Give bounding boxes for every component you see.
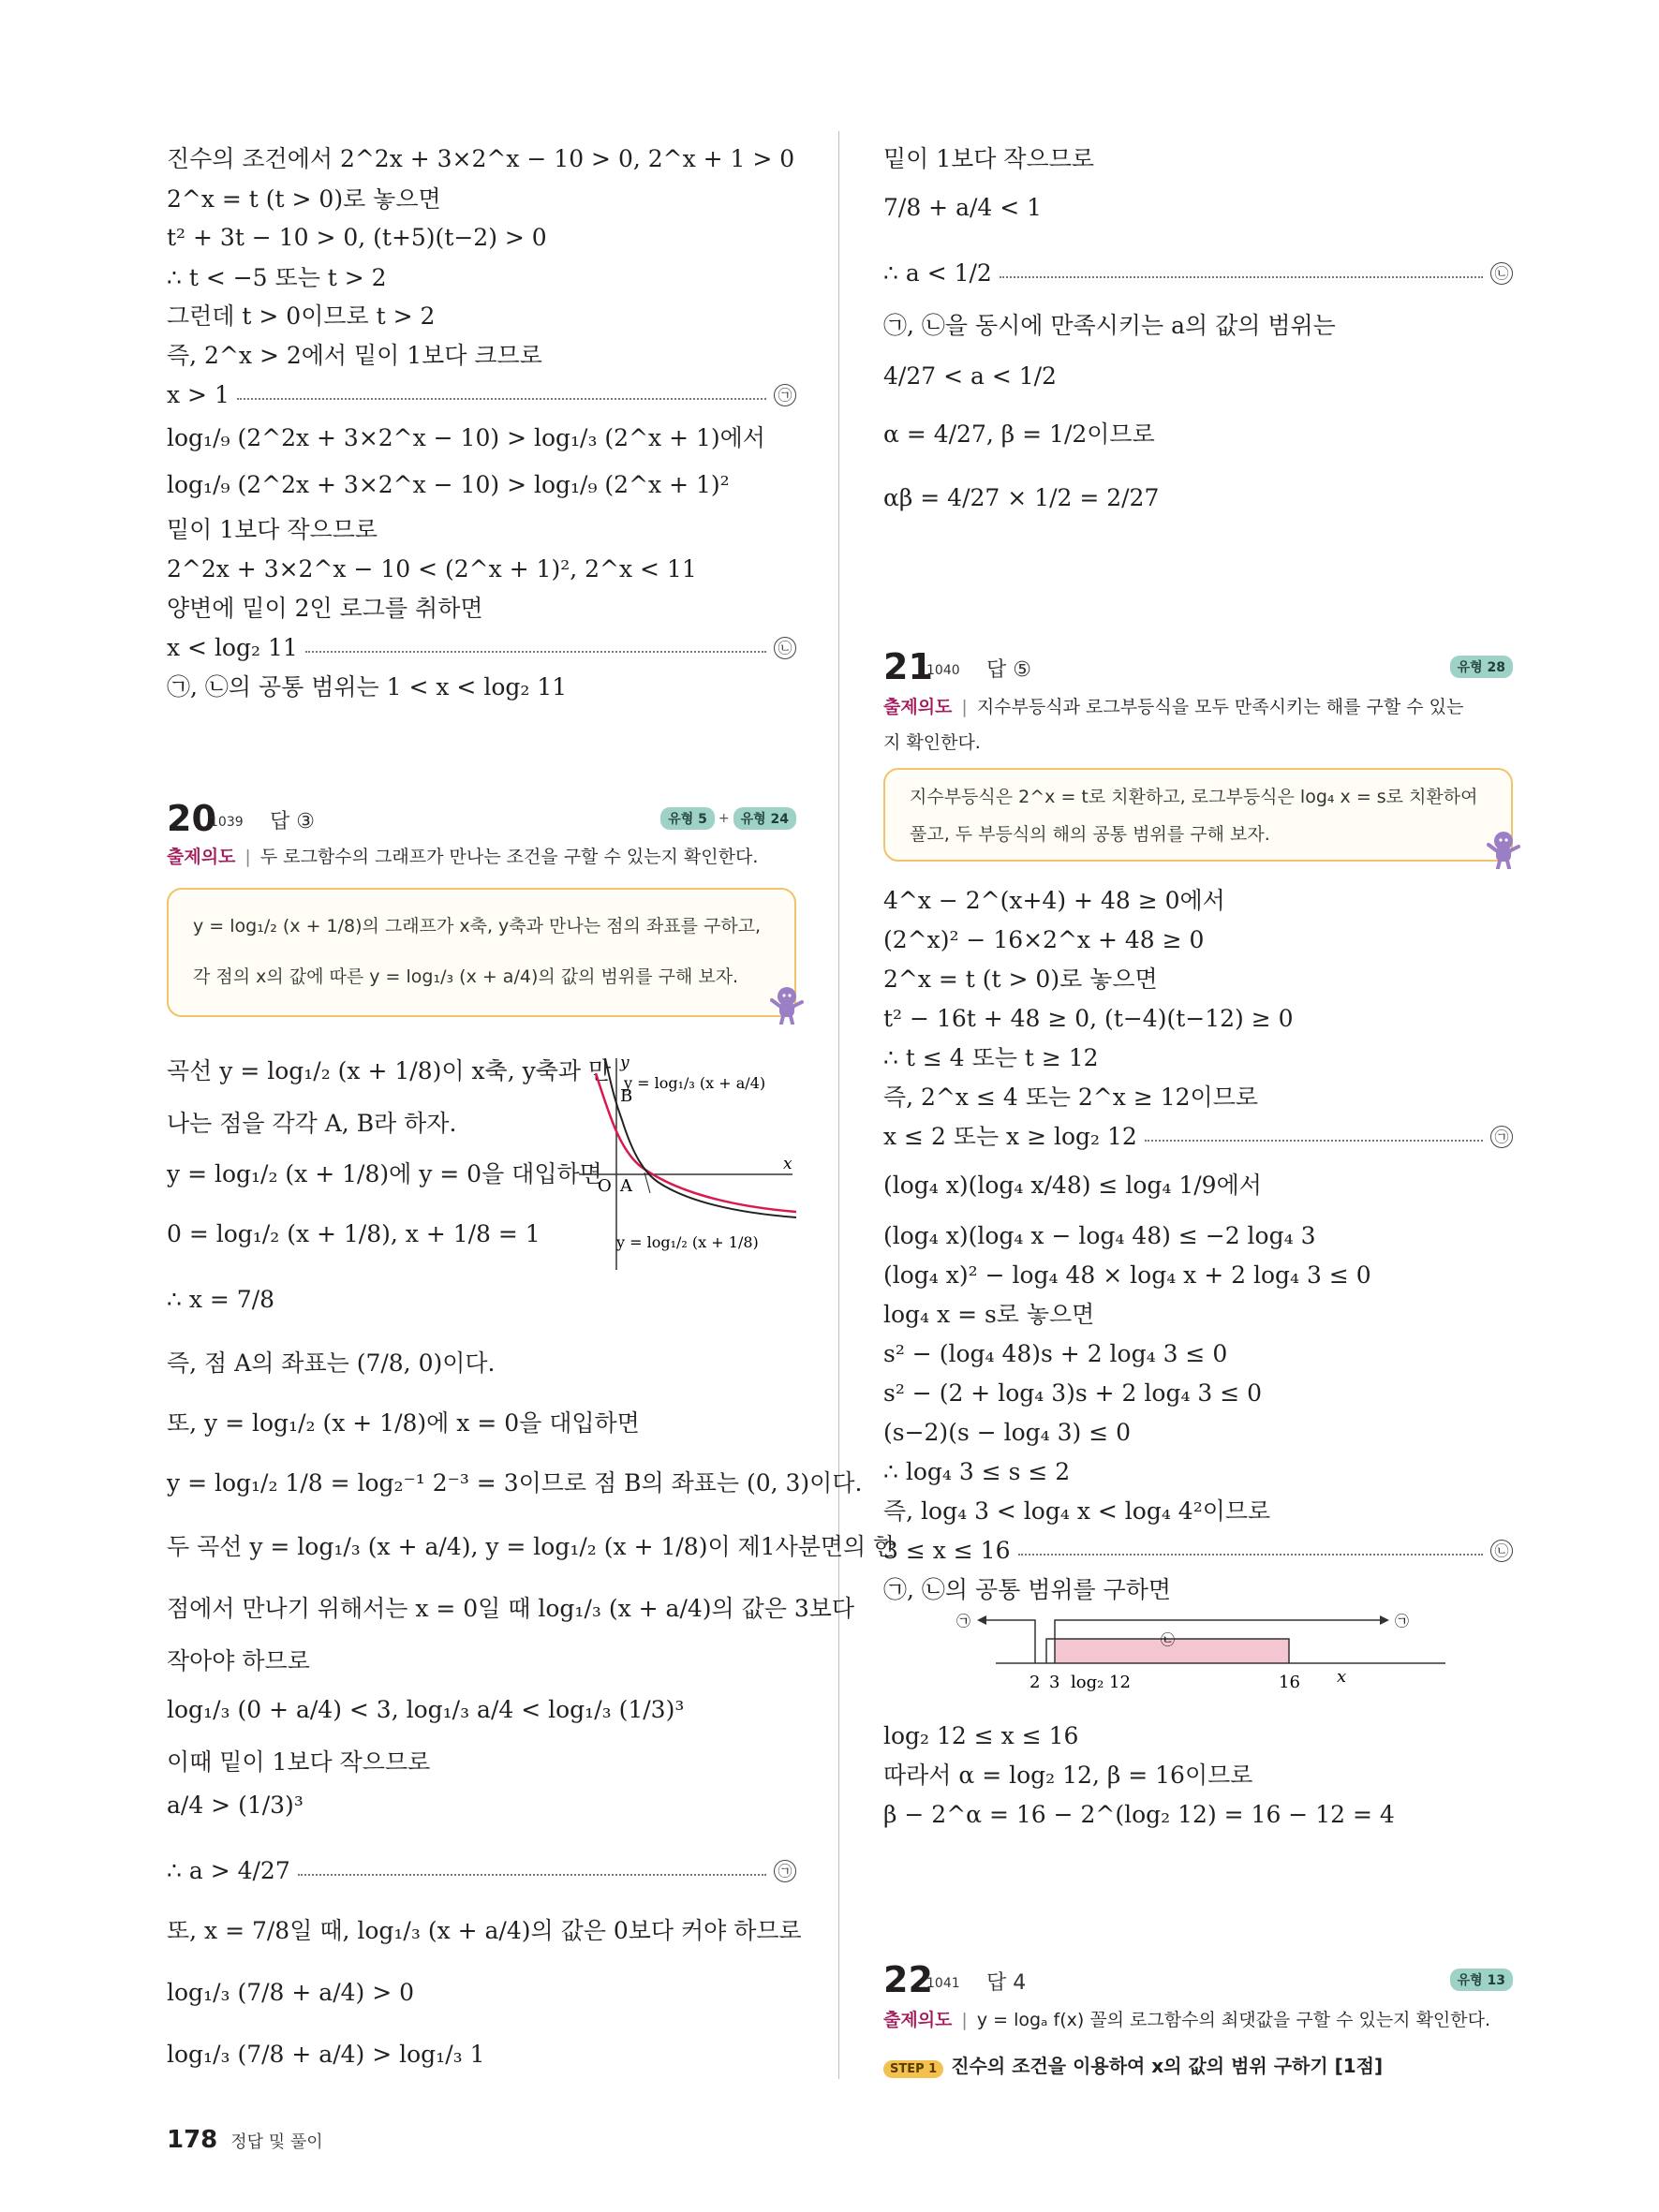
type-badge: 유형 5 [660,807,715,830]
mascot-icon [770,985,804,1025]
intent-text: 지수부등식과 로그부등식을 모두 만족시키는 해를 구할 수 있는 [976,697,1464,717]
type-badge: 유형 24 [733,807,796,830]
text-line: log₂ 12 ≤ x ≤ 16 [883,1722,1079,1749]
intent-line [883,691,1513,723]
arrow-right-icon [1380,1615,1389,1625]
axis-label: x [1337,1667,1347,1687]
range-1-left [981,1620,1035,1663]
problem-21-header [883,646,1513,687]
text-line: 즉, 2^x > 2에서 밑이 1보다 크므로 [167,342,542,369]
text-line: (log₄ x)² − log₄ 48 × log₄ x + 2 log₄ 3 ≤ 0 [883,1261,1371,1289]
text-line: 양변에 밑이 2인 로그를 취하면 [167,595,483,622]
dotted-leader [237,398,766,400]
text-line: 7/8 + a/4 < 1 [883,194,1043,221]
intent-text: 지 확인한다. [883,732,981,753]
text-line: α = 4/27, β = 1/2이므로 [883,420,1155,448]
marker-1-right: ㉠ [1395,1613,1410,1630]
text-line: 2^2x + 3×2^x − 10 < (2^x + 1)², 2^x < 11 [167,555,697,582]
text-line: 4/27 < a < 1/2 [883,362,1057,390]
problem-code: 1039 [210,815,244,830]
text-line: log₁/₃ (7/8 + a/4) > log₁/₃ 1 [167,2041,485,2068]
intent-line [883,2004,1513,2036]
dotted-leader [1018,1554,1484,1556]
problem-number: 21 [883,646,933,687]
text-line: 곡선 y = log₁/₂ (x + 1/8)이 x축, y축과 만 [167,1057,612,1084]
curve1-label: y = log₁/₃ (x + a/4) [624,1074,766,1092]
marked-result [883,1122,1513,1152]
page-number: 178 [167,2126,218,2154]
step-badge: STEP 1 [883,2060,943,2078]
text-line: 또, y = log₁/₂ (x + 1/8)에 x = 0을 대입하면 [167,1409,640,1437]
text-line: 밑이 1보다 작으므로 [167,516,378,543]
text-line: ∴ t ≤ 4 또는 t ≥ 12 [883,1044,1099,1071]
text-line: ∴ x = 7/8 [167,1286,275,1313]
marked-result [167,633,796,663]
text-line: ∴ log₄ 3 ≤ s ≤ 2 [883,1458,1071,1485]
text-line: log₄ x = s로 놓으면 [883,1301,1095,1328]
text-line: 또, x = 7/8일 때, log₁/₃ (x + a/4)의 값은 0보다 커야 하므로 [167,1917,802,1944]
circled-marker: ㉡ [1490,262,1513,285]
answer-label: 답 4 [986,1971,1027,1995]
tick-label: 3 [1049,1673,1060,1692]
curve2-label: y = log₁/₂ (x + 1/8) [616,1233,759,1251]
circled-marker: ㉡ [774,637,796,659]
text-line: y = log₁/₂ (x + 1/8)에 y = 0을 대입하면 [167,1160,602,1187]
hint-line: 각 점의 x의 값에 따른 y = log₁/₃ (x + a/4)의 값의 범위를 구해 보자. [193,966,739,987]
type-badges [1450,1969,1513,1991]
tick-label: 16 [1279,1673,1300,1692]
problem-22-header [883,1959,1513,2000]
text-line: (2^x)² − 16×2^x + 48 ≥ 0 [883,926,1205,953]
problem-20-header [167,798,796,839]
step-text: 진수의 조건을 이용하여 x의 값의 범위 구하기 [1점] [951,2055,1384,2077]
text-line: t² − 16t + 48 ≥ 0, (t−4)(t−12) ≥ 0 [883,1005,1294,1032]
number-line-diagram [940,1609,1464,1699]
text-line: 진수의 조건에서 2^2x + 3×2^x − 10 > 0, 2^x + 1 > 0 [167,145,795,172]
text-line: log₁/₃ (0 + a/4) < 3, log₁/₃ a/4 < log₁/₃ (1/3)³ [167,1696,685,1723]
intent-text: 두 로그함수의 그래프가 만나는 조건을 구할 수 있는지 확인한다. [259,847,759,867]
text-line: 2^x = t (t > 0)로 놓으면 [167,185,441,213]
text-line: β − 2^α = 16 − 2^(log₂ 12) = 16 − 12 = 4 [883,1801,1395,1828]
intent-bar: | [961,2010,968,2030]
problem-code: 1041 [926,1976,960,1991]
graph-label-o: O [598,1176,612,1196]
graph-label-b: B [620,1086,633,1106]
text-line: a/4 > (1/3)³ [167,1792,304,1819]
text-line: (s−2)(s − log₄ 3) ≤ 0 [883,1419,1132,1446]
tick-label: 2 [1029,1673,1041,1692]
text-line: 이때 밑이 1보다 작으므로 [167,1748,431,1776]
type-badge: 유형 28 [1450,656,1513,678]
text-line: ㉠, ㉡의 공통 범위를 구하면 [883,1576,1172,1603]
result-text: ∴ a > 4/27 [167,1857,290,1884]
marked-result [883,258,1513,288]
text-line: (log₄ x)(log₄ x − log₄ 48) ≤ −2 log₄ 3 [883,1222,1316,1249]
step-heading [883,2051,1383,2078]
mascot-icon [1487,830,1520,869]
text-line: 2^x = t (t > 0)로 놓으면 [883,966,1158,993]
text-line: ㉠, ㉡을 동시에 만족시키는 a의 값의 범위는 [883,312,1336,339]
circled-marker: ㉠ [1490,1126,1513,1148]
dotted-leader [1000,276,1483,278]
circled-marker: ㉡ [1490,1540,1513,1562]
type-badges [660,807,796,830]
text-line: s² − (log₄ 48)s + 2 log₄ 3 ≤ 0 [883,1340,1228,1367]
text-line: 즉, 2^x ≤ 4 또는 2^x ≥ 12이므로 [883,1084,1258,1111]
result-text: x < log₂ 11 [167,634,298,661]
intent-line [167,841,796,873]
text-line: 즉, 점 A의 좌표는 (7/8, 0)이다. [167,1349,496,1377]
hint-line: 풀고, 두 부등식의 해의 공통 범위를 구해 보자. [910,824,1270,845]
type-badges [1450,656,1513,678]
text-line: αβ = 4/27 × 1/2 = 2/27 [883,484,1160,511]
text-line: log₁/₃ (7/8 + a/4) > 0 [167,1979,415,2006]
right-column [883,0,1513,2212]
problem-number: 20 [167,798,216,839]
intent-text: y = logₐ f(x) 꼴의 로그함수의 최댓값을 구할 수 있는지 확인한다. [976,2010,1491,2030]
type-badge: 유형 13 [1450,1969,1513,1991]
text-line: log₁/₉ (2^2x + 3×2^x − 10) > log₁/₉ (2^x + 1)² [167,471,730,498]
text-line: 4^x − 2^(x+4) + 48 ≥ 0에서 [883,887,1225,914]
text-line: ㉠, ㉡의 공통 범위는 1 < x < log₂ 11 [167,673,568,700]
hint-box [883,768,1513,862]
intent-label: 출제의도 [883,697,953,717]
dotted-leader [305,651,766,653]
left-column [167,0,896,2212]
marker-1-left: ㉠ [956,1613,971,1630]
arrow-left-icon [977,1615,986,1625]
graph-label-y: y [620,1054,630,1072]
hint-box [167,888,796,1017]
tick-label: log₂ 12 [1071,1673,1131,1692]
result-text: ∴ a < 1/2 [883,259,992,287]
marker-2: ㉡ [1161,1631,1176,1648]
result-text: x ≤ 2 또는 x ≥ log₂ 12 [883,1123,1137,1150]
answer-label: 답 ⑤ [986,658,1031,682]
dotted-leader [298,1874,766,1876]
text-line: 밑이 1보다 작으므로 [883,145,1094,172]
answer-label: 답 ③ [270,810,315,833]
circled-marker: ㉠ [774,384,796,406]
graph-label-x: x [783,1155,792,1173]
intent-label: 출제의도 [167,847,236,867]
text-line: 0 = log₁/₂ (x + 1/8), x + 1/8 = 1 [167,1220,541,1247]
intent-label: 출제의도 [883,2010,953,2030]
page-footer [167,2126,323,2154]
text-line: y = log₁/₂ 1/8 = log₂⁻¹ 2⁻³ = 3이므로 점 B의 좌표는 (0, 3)이다. [167,1469,863,1497]
graph-label-a: A [620,1176,632,1196]
intent-bar: | [244,847,251,867]
dotted-leader [1145,1140,1483,1142]
intent-bar: | [961,697,968,717]
badge-plus: + [718,811,730,826]
text-line: 점에서 만나기 위해서는 x = 0일 때 log₁/₃ (x + a/4)의 값은 3보다 [167,1595,855,1622]
text-line: log₁/₉ (2^2x + 3×2^x − 10) > log₁/₃ (2^x + 1)에서 [167,424,765,451]
text-line: 따라서 α = log₂ 12, β = 16이므로 [883,1762,1253,1789]
problem-code: 1040 [926,663,960,678]
hint-line: y = log₁/₂ (x + 1/8)의 그래프가 x축, y축과 만나는 점의 좌표를 구하고, [193,916,762,936]
text-line: ∴ t < −5 또는 t > 2 [167,264,387,291]
column-divider [838,131,839,2079]
intent-line [883,727,1513,759]
result-text: x > 1 [167,381,230,408]
text-line: 두 곡선 y = log₁/₃ (x + a/4), y = log₁/₂ (x + 1/8)이 제1사분면의 한 [167,1533,896,1560]
circled-marker: ㉠ [774,1860,796,1882]
text-line: 작아야 하므로 [167,1647,310,1674]
hint-line: 지수부등식은 2^x = t로 치환하고, 로그부등식은 log₄ x = s로 치환하여 [910,787,1478,807]
marked-result [883,1536,1513,1566]
text-line: 그런데 t > 0이므로 t > 2 [167,302,436,330]
text-line: s² − (2 + log₄ 3)s + 2 log₄ 3 ≤ 0 [883,1379,1263,1407]
text-line: 즉, log₄ 3 < log₄ x < log₄ 4²이므로 [883,1497,1271,1525]
marked-result [167,380,796,410]
problem-number: 22 [883,1959,933,2000]
text-line: (log₄ x)(log₄ x/48) ≤ log₄ 1/9에서 [883,1172,1262,1199]
text-line: 나는 점을 각각 A, B라 하자. [167,1110,457,1137]
result-text: 3 ≤ x ≤ 16 [883,1537,1011,1564]
log-curves-graph [579,1054,796,1272]
marked-result [167,1856,796,1886]
text-line: t² + 3t − 10 > 0, (t+5)(t−2) > 0 [167,224,547,251]
footer-label: 정답 및 풀이 [230,2132,323,2152]
